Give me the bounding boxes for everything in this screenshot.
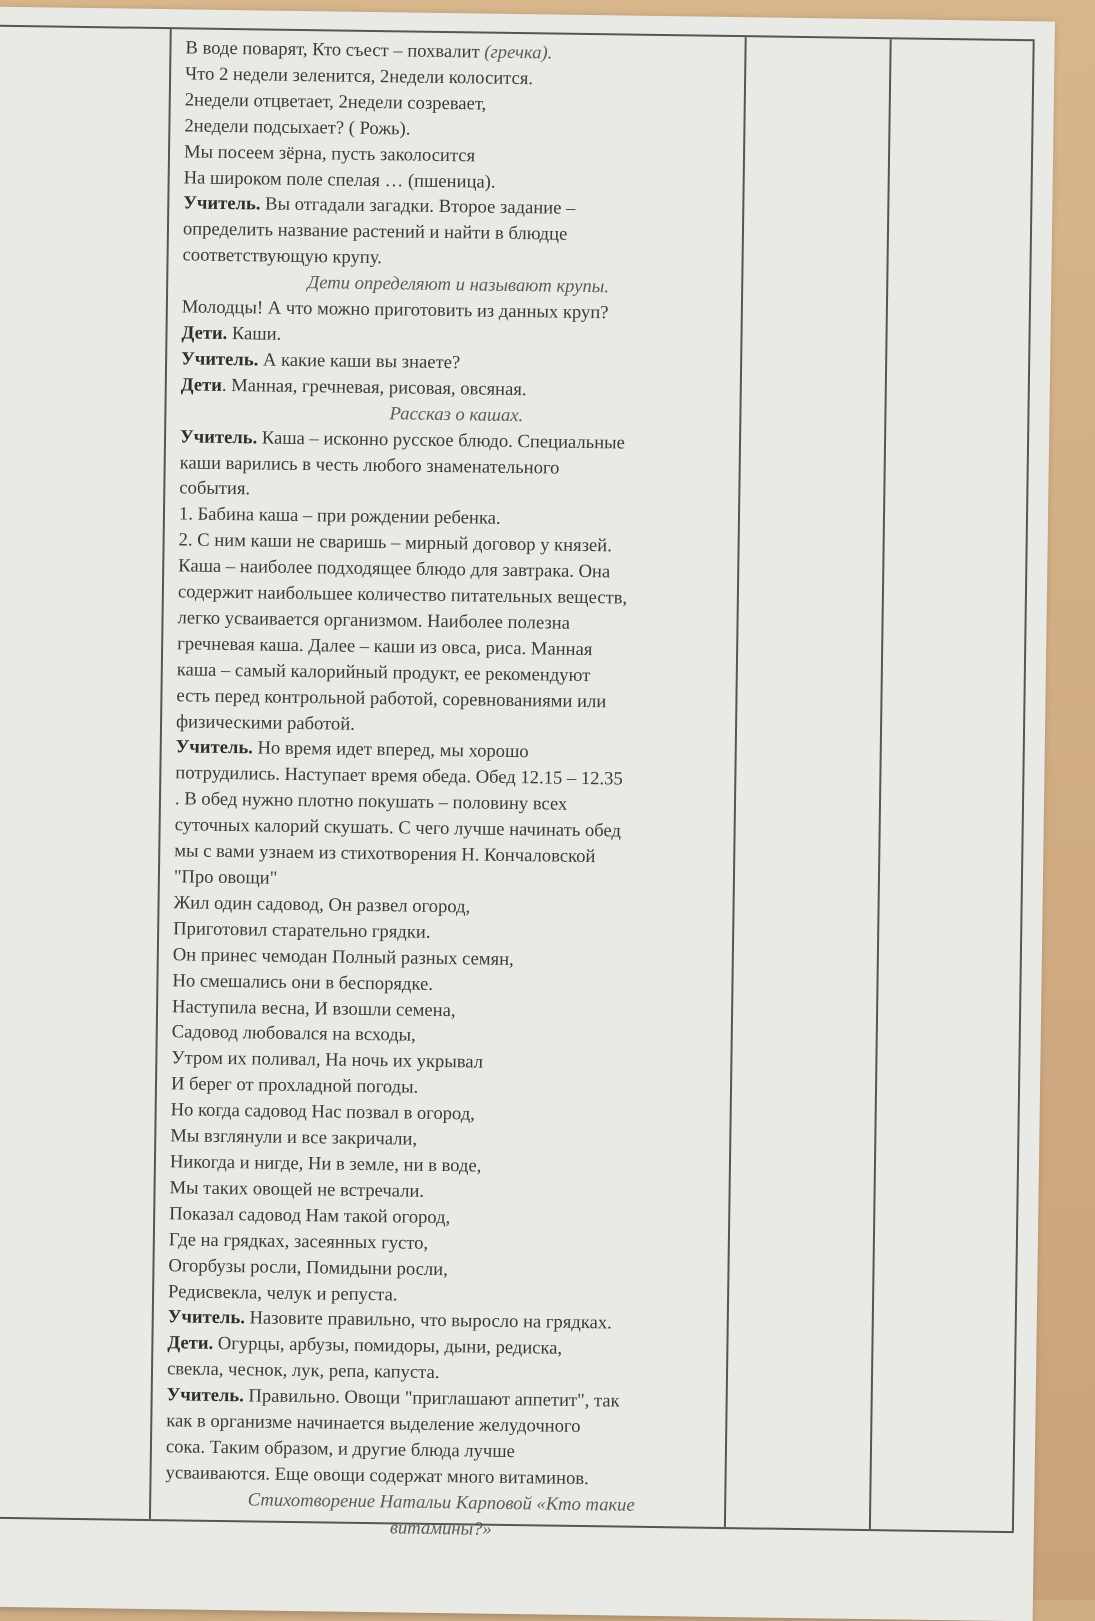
line-text: есть перед контрольной работой, соревнованиями или: [176, 684, 607, 712]
line-text: На широком поле спелая … (пшеница).: [183, 166, 496, 193]
line-text: сока. Таким образом, и другие блюда лучше: [165, 1436, 515, 1463]
line-text: физическими работой.: [175, 710, 356, 735]
line-text: Жил один садовод, Он развел огород,: [173, 892, 471, 918]
line-text: 1. Бабина каша – при рождении ребенка.: [178, 503, 501, 530]
line-text: 2недели отцветает, 2недели созревает,: [184, 89, 487, 115]
speaker-label: Учитель.: [183, 192, 261, 215]
speaker-label: Дети: [180, 374, 223, 396]
line-text: легко усваивается организмом. Наиболее полезна: [177, 607, 571, 634]
line-text: Он принес чемодан Полный разных семян,: [172, 943, 514, 970]
speaker-label: Учитель.: [175, 736, 254, 759]
line-text: Наступила весна, И взошли семена,: [171, 995, 456, 1021]
speaker-label: Дети.: [181, 322, 228, 344]
line-text: Но время идет вперед, мы хорошо: [252, 737, 529, 763]
line-text: Но когда садовод Нас позвал в огород,: [170, 1099, 476, 1125]
line-text: свекла, чеснок, лук, репа, капуста.: [166, 1358, 440, 1384]
line-text: Каши.: [227, 322, 282, 345]
line-text: "Про овощи": [173, 866, 278, 889]
line-text: Каша – наиболее подходящее блюдо для завтрака. Она: [178, 555, 611, 583]
line-text: суточных калорий скушать. С чего лучше начинать обед: [174, 814, 622, 842]
line-text: каши варились в честь любого знаменательного: [179, 451, 560, 479]
paper-sheet: [0, 6, 1055, 1621]
line-text: Никогда и нигде, Ни в земле, ни в воде,: [169, 1151, 482, 1177]
speaker-label: Учитель.: [181, 348, 259, 371]
column-divider: [1012, 41, 1035, 1531]
line-text: каша – самый калорийный продукт, ее рекомендуют: [176, 659, 591, 686]
line-text: Приготовил старательно грядки.: [173, 918, 431, 943]
line-text: соответствующую крупу.: [182, 244, 383, 269]
line-text: Правильно. Овощи "приглашают аппетит", так: [243, 1385, 620, 1412]
line-text: Мы таких овощей не встречали.: [169, 1177, 425, 1202]
line-text: . Манная, гречневая, рисовая, овсяная.: [221, 374, 527, 400]
line-text: Садовод любовался на всходы,: [171, 1021, 416, 1047]
speaker-label: Дети.: [167, 1332, 214, 1355]
italic-note: Стихотворение Натальи Карповой «Кто такие: [247, 1489, 635, 1516]
line-text: Молодцы! А что можно приготовить из данных круп?: [181, 296, 609, 324]
line-text: Редисвекла, челук и репуста.: [167, 1280, 398, 1305]
line-text: 2недели подсыхает? ( Рожь).: [184, 115, 411, 140]
line-text: Что 2 недели зеленится, 2недели колосится.: [184, 63, 534, 90]
lesson-text-cell: [165, 35, 738, 1545]
line-text: усваиваются. Еще овощи содержат много витаминов.: [165, 1462, 589, 1489]
line-text: И берег от прохладной погоды.: [170, 1073, 419, 1098]
line-text: содержит наибольшее количество питательных веществ,: [177, 581, 628, 609]
line-text: Каша – исконно русское блюдо. Специальные: [257, 427, 626, 454]
line-text: Огурцы, арбузы, помидоры, дыни, редиска,: [213, 1333, 563, 1360]
line-text: . В обед нужно плотно покушать – половину всех: [174, 788, 568, 816]
line-text: Мы посеем зёрна, пусть заколосится: [183, 140, 476, 167]
italic-note: Дети определяют и называют крупы.: [307, 272, 610, 298]
line-text: Огорбузы росли, Помидыни росли,: [168, 1254, 448, 1280]
line-text: определить название растений и найти в блюдце: [182, 218, 568, 246]
line-text: Но смешались они в беспорядке.: [172, 969, 434, 995]
italic-note: витамины?»: [389, 1517, 492, 1540]
speaker-label: Учитель.: [166, 1384, 244, 1407]
column-divider: [869, 39, 892, 1529]
line-text: Вы отгадали загадки. Второе задание –: [260, 193, 576, 220]
italic-note: (гречка).: [484, 41, 553, 64]
line-text: Где на грядках, засеянных густо,: [168, 1228, 429, 1254]
line-text: события.: [179, 477, 251, 500]
line-text: потрудились. Наступает время обеда. Обед 12.15 – 12.35: [175, 762, 623, 790]
line-text: как в организме начинается выделение желудочного: [166, 1410, 581, 1438]
speaker-label: Учитель.: [179, 425, 258, 448]
line-text: Утром их поливал, На ночь их укрывал: [171, 1047, 484, 1073]
line-text: 2. С ним каши не сваришь – мирный договор у князей.: [178, 529, 612, 557]
line-text: Назовите правильно, что выросло на грядках.: [244, 1307, 612, 1334]
speaker-label: Учитель.: [167, 1306, 246, 1329]
lesson-table: [0, 25, 1035, 1540]
line-text: Показал садовод Нам такой огород,: [169, 1203, 451, 1228]
line-text: гречневая каша. Далее – каши из овса, риса. Манная: [177, 633, 593, 660]
italic-note: Рассказ о кашах.: [389, 402, 524, 426]
line-text: мы с вами узнаем из стихотворения Н. Кончаловской: [174, 840, 596, 868]
line-text: А какие каши вы знаете?: [258, 349, 461, 374]
line-text: Мы взглянули и все закричали,: [170, 1125, 418, 1150]
line-text: В воде поварят, Кто съест – похвалит: [185, 37, 485, 63]
